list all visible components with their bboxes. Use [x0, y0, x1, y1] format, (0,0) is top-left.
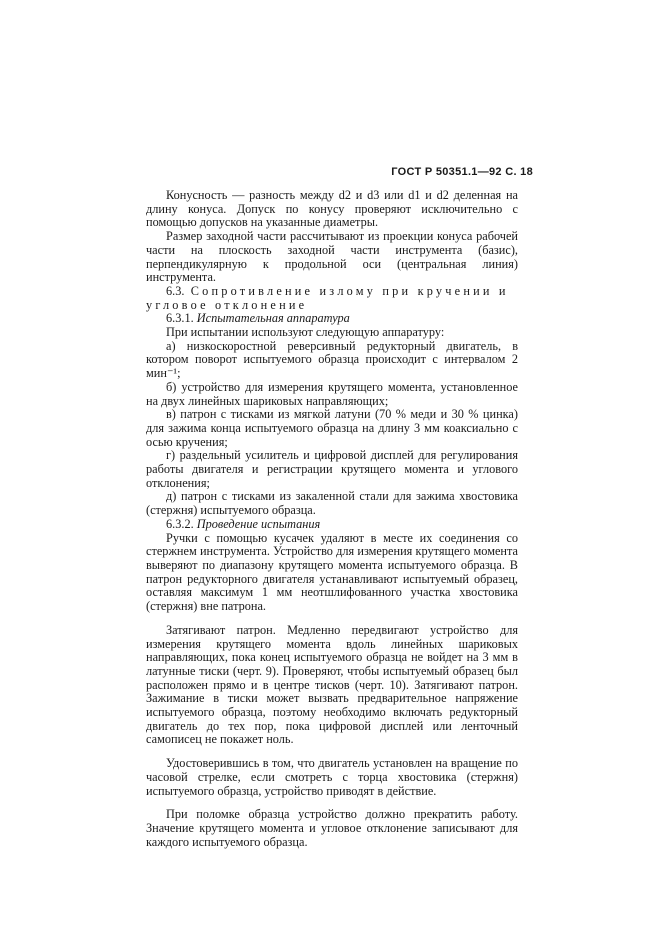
paragraph-procedure-3: Удостоверившись в том, что двигатель установлен на вращение по часовой стрелке, если смотреть с торца хвостовика (стержня) испытуемого образца, устройство приводят в действие.	[146, 756, 518, 798]
equipment-item-d: д) патрон с тисками из закаленной стали для зажима хвостовика (стержня) испытуемого образца.	[146, 489, 518, 518]
section-title-line2: угловое отклонение	[146, 297, 308, 312]
subsection-number: 6.3.1.	[166, 311, 194, 326]
subsection-6-3-1-heading	[146, 312, 518, 326]
section-title-line1: Сопротивление излому при кручении и	[190, 283, 509, 298]
paragraph-procedure-2: Затягивают патрон. Медленно передвигают устройство для измерения крутящего момента вдоль линейных шариковых направляющих, пока конец испытуемого образца не войдет на 3 мм в латунные тиски (черт. 9). Проверяют, чтобы испытуемый образец был расположен прямо и в центре тисков (черт. 10). Затягивают патрон. Зажимание в тиски может вызвать предварительное напряжение испытуемого образца, поэтому необходимо включать редукторный двигатель до тех пор, пока цифровой дисплей или ленточный самописец не покажет ноль.	[146, 622, 518, 747]
equipment-item-v: в) патрон с тисками из мягкой латуни (70 % меди и 30 % цинка) для зажима конца испытуемого образца на длину 3 мм коаксиально с осью кручения;	[146, 407, 518, 449]
subsection-title: Проведение испытания	[196, 516, 321, 531]
paragraph-procedure-1: Ручки с помощью кусачек удаляют в месте их соединения со стержнем инструмента. Устройство для измерения крутящего момента выверяют по диапазону крутящего момента испытуемого образца. В патрон редукторного двигателя устанавливают испытуемый образец, оставляя максимум 1 мм неотшлифованного участка хвостовика (стержня) вне патрона.	[146, 530, 518, 614]
subsection-6-3-2-heading	[146, 518, 518, 532]
paragraph-taper: Конусность — разность между d2 и d3 или d1 и d2 деленная на длину конуса. Допуск по конусу проверяют исключительно с помощью допусков на указанные диаметры.	[146, 188, 518, 230]
page-header: ГОСТ Р 50351.1—92 С. 18	[391, 166, 533, 178]
section-number: 6.3.	[166, 283, 185, 298]
subsection-title: Испытательная аппаратура	[196, 311, 350, 326]
section-6-3-heading	[146, 285, 518, 312]
equipment-intro: При испытании используют следующую аппаратуру:	[166, 325, 445, 340]
paragraph-procedure-4: При поломке образца устройство должно прекратить работу. Значение крутящего момента и угловое отклонение записывают для каждого испытуемого образца.	[146, 807, 518, 849]
subsection-number: 6.3.2.	[166, 516, 194, 531]
equipment-item-g: г) раздельный усилитель и цифровой дисплей для регулирования работы двигателя и регистрации крутящего момента и углового отклонения;	[146, 448, 518, 490]
document-body	[146, 189, 518, 849]
equipment-item-a: а) низкоскоростной реверсивный редукторный двигатель, в котором поворот испытуемого образца происходит с интервалом 2 мин⁻¹;	[146, 338, 518, 381]
equipment-item-b: б) устройство для измерения крутящего момента, установленное на двух линейных шариковых направляющих;	[146, 379, 518, 408]
paragraph-entry-part: Размер заходной части рассчитывают из проекции конуса рабочей части на плоскость заходной части инструмента (базис), перпендикулярную к продольной оси (центральная линия) инструмента.	[146, 229, 518, 285]
